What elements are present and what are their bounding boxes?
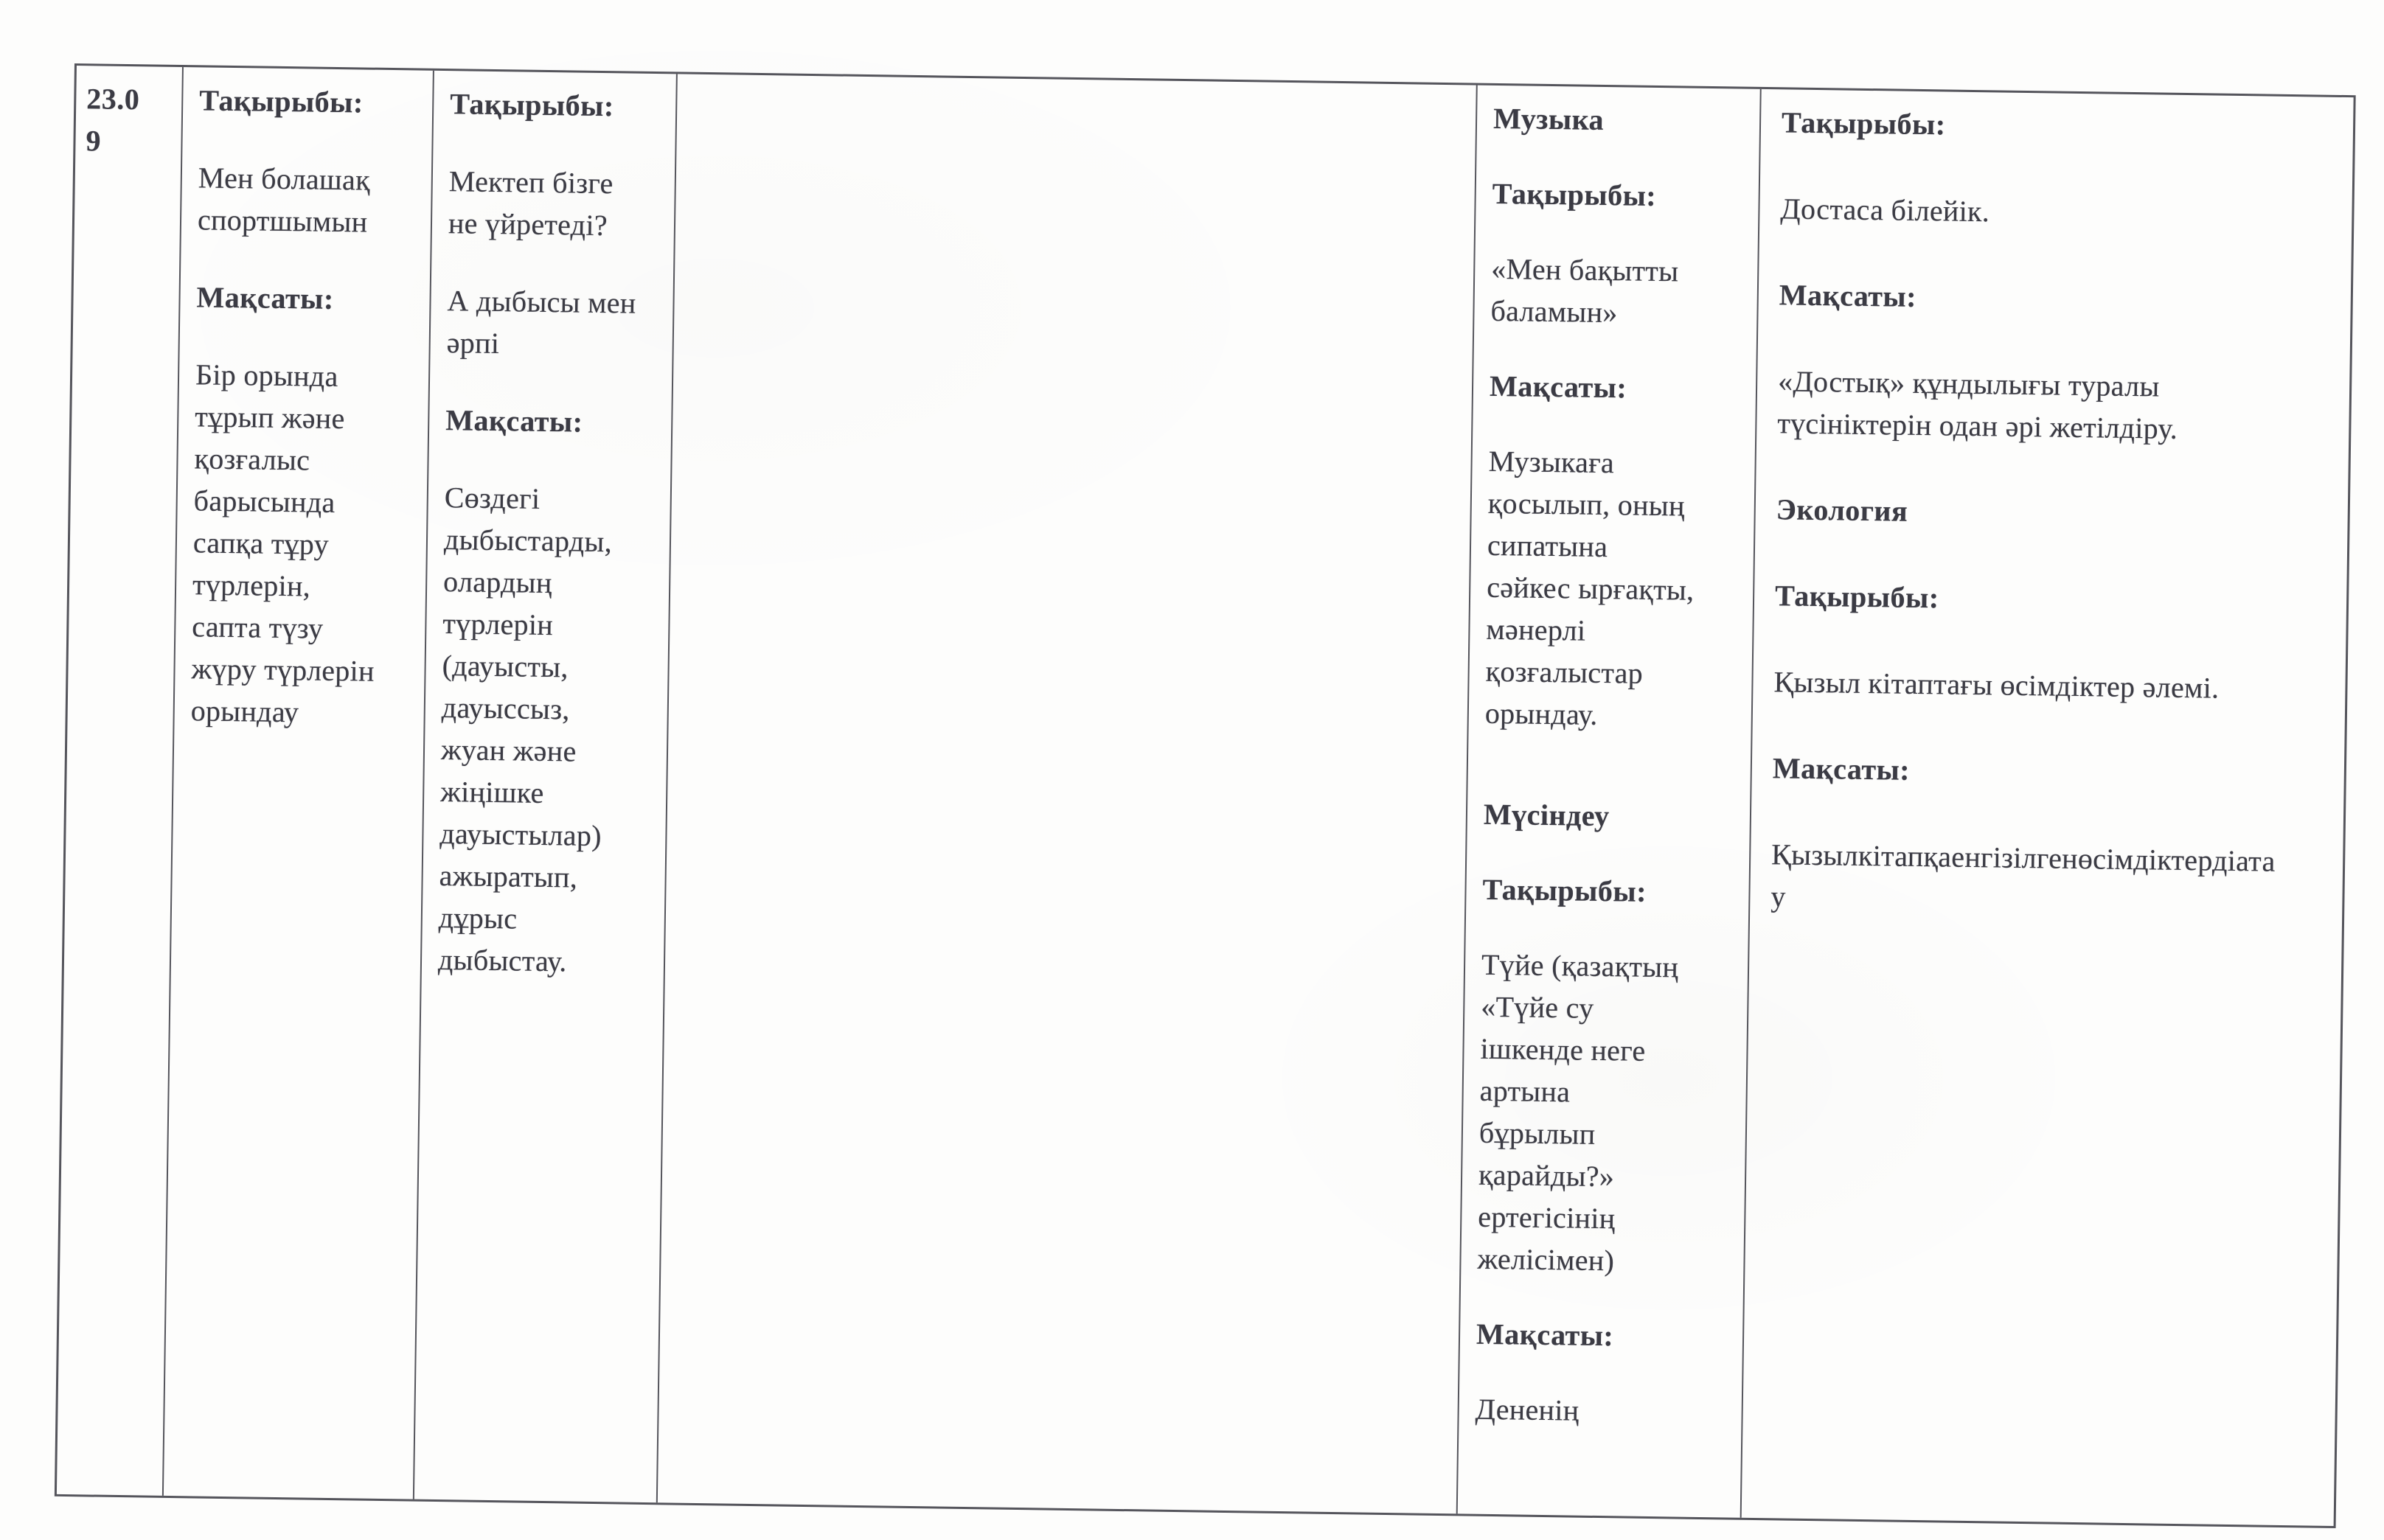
table-cell-empty <box>658 74 1478 1513</box>
table-cell-socialization-and-ecology <box>1742 89 2354 1526</box>
paragraph: Мектеп бізге не үйретеді? <box>448 164 614 243</box>
section-heading: Тақырыбы: <box>1482 872 1647 908</box>
paragraph: «Мен бақытты баламын» <box>1490 251 1679 330</box>
section-heading: Музыка <box>1492 101 1605 136</box>
lesson-plan-table <box>55 63 2356 1528</box>
paragraph: Қызыл кітаптағы өсімдіктер әлемі. <box>1773 665 2220 705</box>
table-cell-lesson-second <box>414 71 678 1502</box>
section-heading: Мүсіндеу <box>1483 797 1610 833</box>
paragraph: Қызылкітапқаенгізілгенөсімдіктердіата у <box>1770 837 2276 913</box>
table-cell-music-and-sculpture <box>1458 86 1762 1518</box>
section-heading: 23.0 9 <box>86 82 140 158</box>
paragraph: Дененің <box>1475 1392 1580 1427</box>
section-heading: Тақырыбы: <box>199 83 364 119</box>
paragraph: Сөздегі дыбыстарды, олардың түрлерін (дауысты, дауыссыз, жуан және жіңішке дауыстылар) ажыратып, дұрыс дыбыстау. <box>437 481 613 978</box>
section-heading: Тақырыбы: <box>1781 105 1946 142</box>
section-heading: Мақсаты: <box>196 280 335 316</box>
section-heading: Мақсаты: <box>1476 1317 1614 1353</box>
paragraph: Мен болашақ спортшымын <box>197 161 371 239</box>
section-heading: Экология <box>1776 492 1908 528</box>
table-cell-date <box>57 66 184 1496</box>
section-heading: Мақсаты: <box>1779 278 1917 313</box>
section-heading: Тақырыбы: <box>1492 176 1657 212</box>
paragraph: А дыбысы мен әрпі <box>446 284 636 360</box>
paragraph: «Достық» құндылығы туралы түсініктерін одан әрі жетілдіру. <box>1777 364 2178 445</box>
paragraph: Достаса білейік. <box>1780 192 1990 229</box>
section-heading: Тақырыбы: <box>449 87 615 123</box>
paragraph: Түйе (қазақтың «Түйе су ішкенде неге артына бұрылып қарайды?» ертегісінің желісімен) <box>1477 947 1679 1278</box>
paragraph: Музыкаға қосылып, оның сипатына сәйкес ырғақты, мәнерлі қозғалыстар орындау. <box>1484 444 1695 731</box>
table-cell-lesson-first <box>164 67 434 1499</box>
section-heading: Мақсаты: <box>1772 751 1911 787</box>
section-heading: Мақсаты: <box>445 403 583 439</box>
section-heading: Мақсаты: <box>1489 369 1627 405</box>
paragraph: Бір орында тұрып және қозғалыс барысында сапқа тұру түрлерін, сапта түзу жүру түрлерін орындау <box>190 358 375 729</box>
section-heading: Тақырыбы: <box>1774 579 1939 615</box>
